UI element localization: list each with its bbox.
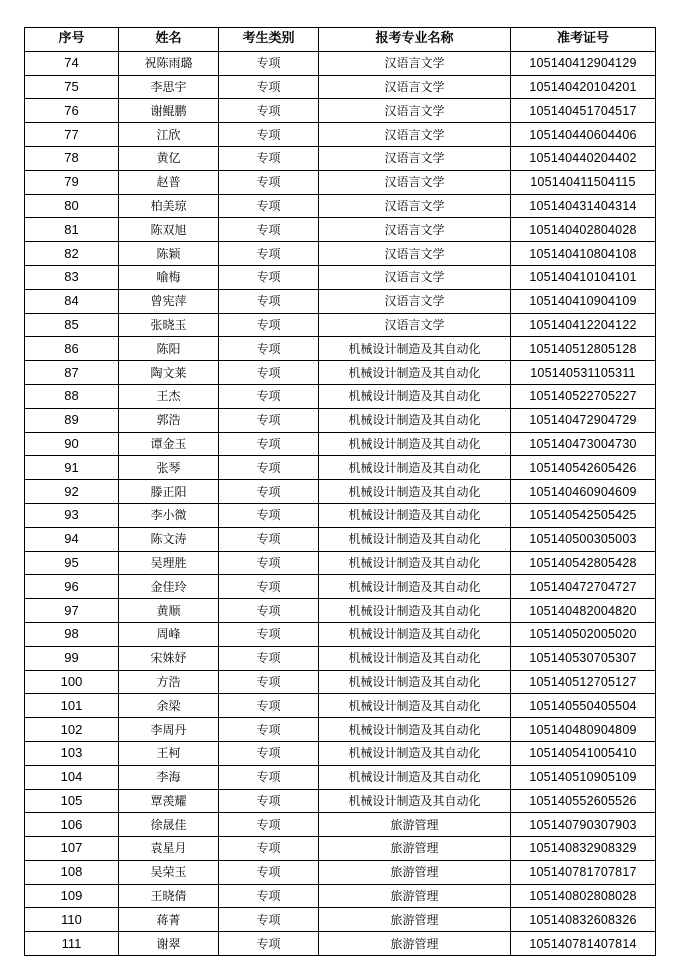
cell-exam-id: 105140460904609	[511, 480, 656, 504]
cell-exam-id: 105140410104101	[511, 265, 656, 289]
cell-exam-id: 105140412204122	[511, 313, 656, 337]
cell-major: 机械设计制造及其自动化	[319, 575, 511, 599]
cell-category: 专项	[219, 694, 319, 718]
cell-exam-id: 105140512705127	[511, 670, 656, 694]
cell-name: 李周丹	[119, 718, 219, 742]
cell-category: 专项	[219, 622, 319, 646]
cell-category: 专项	[219, 837, 319, 861]
roster-table	[24, 27, 656, 956]
cell-category: 专项	[219, 194, 319, 218]
cell-index: 78	[25, 146, 119, 170]
cell-major: 汉语言文学	[319, 99, 511, 123]
header-index: 序号	[25, 28, 119, 52]
cell-major: 汉语言文学	[319, 75, 511, 99]
cell-exam-id: 105140552605526	[511, 789, 656, 813]
cell-index: 99	[25, 646, 119, 670]
cell-category: 专项	[219, 599, 319, 623]
table-row	[25, 313, 656, 337]
cell-index: 107	[25, 837, 119, 861]
cell-exam-id: 105140541005410	[511, 741, 656, 765]
cell-major: 机械设计制造及其自动化	[319, 408, 511, 432]
cell-exam-id: 105140512805128	[511, 337, 656, 361]
cell-index: 83	[25, 265, 119, 289]
cell-major: 汉语言文学	[319, 123, 511, 147]
cell-major: 汉语言文学	[319, 313, 511, 337]
cell-name: 张琴	[119, 456, 219, 480]
cell-major: 机械设计制造及其自动化	[319, 432, 511, 456]
cell-major: 汉语言文学	[319, 242, 511, 266]
cell-name: 江欣	[119, 123, 219, 147]
cell-index: 80	[25, 194, 119, 218]
cell-index: 81	[25, 218, 119, 242]
cell-exam-id: 105140781707817	[511, 860, 656, 884]
table-row	[25, 146, 656, 170]
cell-exam-id: 105140832908329	[511, 837, 656, 861]
table-row	[25, 503, 656, 527]
cell-exam-id: 105140440604406	[511, 123, 656, 147]
cell-name: 蒋菁	[119, 908, 219, 932]
table-row	[25, 789, 656, 813]
cell-major: 机械设计制造及其自动化	[319, 599, 511, 623]
cell-exam-id: 105140510905109	[511, 765, 656, 789]
cell-category: 专项	[219, 932, 319, 956]
cell-category: 专项	[219, 289, 319, 313]
cell-major: 机械设计制造及其自动化	[319, 503, 511, 527]
cell-name: 王杰	[119, 384, 219, 408]
cell-name: 袁星月	[119, 837, 219, 861]
cell-name: 陈双旭	[119, 218, 219, 242]
cell-exam-id: 105140451704517	[511, 99, 656, 123]
cell-name: 谢鲲鹏	[119, 99, 219, 123]
cell-name: 黄顺	[119, 599, 219, 623]
cell-category: 专项	[219, 384, 319, 408]
table-row	[25, 765, 656, 789]
table-row	[25, 694, 656, 718]
table-row	[25, 408, 656, 432]
cell-category: 专项	[219, 75, 319, 99]
table-row	[25, 551, 656, 575]
cell-index: 98	[25, 622, 119, 646]
table-row	[25, 575, 656, 599]
cell-name: 吴理胜	[119, 551, 219, 575]
cell-major: 旅游管理	[319, 860, 511, 884]
cell-index: 89	[25, 408, 119, 432]
cell-major: 旅游管理	[319, 837, 511, 861]
cell-exam-id: 105140402804028	[511, 218, 656, 242]
table-row	[25, 384, 656, 408]
cell-major: 机械设计制造及其自动化	[319, 694, 511, 718]
table-row	[25, 123, 656, 147]
table-row	[25, 194, 656, 218]
cell-index: 95	[25, 551, 119, 575]
cell-category: 专项	[219, 265, 319, 289]
table-row	[25, 718, 656, 742]
cell-major: 机械设计制造及其自动化	[319, 337, 511, 361]
table-row	[25, 75, 656, 99]
cell-index: 79	[25, 170, 119, 194]
cell-exam-id: 105140530705307	[511, 646, 656, 670]
cell-category: 专项	[219, 741, 319, 765]
cell-index: 92	[25, 480, 119, 504]
cell-exam-id: 105140531105311	[511, 361, 656, 385]
cell-category: 专项	[219, 99, 319, 123]
cell-major: 机械设计制造及其自动化	[319, 456, 511, 480]
cell-name: 谭金玉	[119, 432, 219, 456]
cell-exam-id: 105140412904129	[511, 51, 656, 75]
cell-exam-id: 105140550405504	[511, 694, 656, 718]
cell-major: 旅游管理	[319, 884, 511, 908]
table-row	[25, 837, 656, 861]
cell-major: 机械设计制造及其自动化	[319, 741, 511, 765]
cell-index: 93	[25, 503, 119, 527]
table-row	[25, 51, 656, 75]
cell-exam-id: 105140472904729	[511, 408, 656, 432]
table-row	[25, 218, 656, 242]
cell-index: 101	[25, 694, 119, 718]
cell-exam-id: 105140480904809	[511, 718, 656, 742]
table-row	[25, 361, 656, 385]
table-row	[25, 289, 656, 313]
cell-exam-id: 105140420104201	[511, 75, 656, 99]
cell-category: 专项	[219, 146, 319, 170]
cell-category: 专项	[219, 670, 319, 694]
cell-name: 李思宇	[119, 75, 219, 99]
cell-name: 柏美琼	[119, 194, 219, 218]
cell-exam-id: 105140473004730	[511, 432, 656, 456]
cell-major: 机械设计制造及其自动化	[319, 646, 511, 670]
cell-name: 吴荣玉	[119, 860, 219, 884]
cell-major: 机械设计制造及其自动化	[319, 551, 511, 575]
cell-category: 专项	[219, 860, 319, 884]
table-row	[25, 170, 656, 194]
cell-name: 喻梅	[119, 265, 219, 289]
cell-index: 88	[25, 384, 119, 408]
cell-category: 专项	[219, 51, 319, 75]
table-row	[25, 860, 656, 884]
cell-name: 郭浩	[119, 408, 219, 432]
cell-index: 76	[25, 99, 119, 123]
cell-index: 106	[25, 813, 119, 837]
cell-exam-id: 105140502005020	[511, 622, 656, 646]
cell-name: 张晓玉	[119, 313, 219, 337]
table-body	[25, 51, 656, 955]
header-name: 姓名	[119, 28, 219, 52]
cell-name: 覃羡耀	[119, 789, 219, 813]
header-category: 考生类别	[219, 28, 319, 52]
cell-exam-id: 105140542505425	[511, 503, 656, 527]
cell-exam-id: 105140500305003	[511, 527, 656, 551]
cell-index: 86	[25, 337, 119, 361]
cell-name: 宋姝妤	[119, 646, 219, 670]
cell-category: 专项	[219, 646, 319, 670]
cell-major: 机械设计制造及其自动化	[319, 622, 511, 646]
cell-major: 汉语言文学	[319, 51, 511, 75]
cell-index: 90	[25, 432, 119, 456]
table-row	[25, 265, 656, 289]
table-row	[25, 337, 656, 361]
table-row	[25, 884, 656, 908]
cell-exam-id: 105140411504115	[511, 170, 656, 194]
cell-index: 75	[25, 75, 119, 99]
cell-category: 专项	[219, 480, 319, 504]
cell-major: 机械设计制造及其自动化	[319, 718, 511, 742]
cell-major: 汉语言文学	[319, 146, 511, 170]
table-row	[25, 99, 656, 123]
table-row	[25, 599, 656, 623]
cell-major: 机械设计制造及其自动化	[319, 480, 511, 504]
cell-index: 84	[25, 289, 119, 313]
cell-category: 专项	[219, 813, 319, 837]
cell-name: 王晓倩	[119, 884, 219, 908]
table-row	[25, 741, 656, 765]
cell-major: 汉语言文学	[319, 170, 511, 194]
cell-exam-id: 105140802808028	[511, 884, 656, 908]
cell-index: 97	[25, 599, 119, 623]
cell-major: 旅游管理	[319, 908, 511, 932]
cell-index: 91	[25, 456, 119, 480]
cell-name: 陈颖	[119, 242, 219, 266]
cell-name: 陶文莱	[119, 361, 219, 385]
cell-index: 108	[25, 860, 119, 884]
cell-category: 专项	[219, 884, 319, 908]
cell-category: 专项	[219, 313, 319, 337]
cell-name: 金佳玲	[119, 575, 219, 599]
cell-name: 赵普	[119, 170, 219, 194]
cell-exam-id: 105140482004820	[511, 599, 656, 623]
table-row	[25, 646, 656, 670]
table-row	[25, 670, 656, 694]
cell-category: 专项	[219, 337, 319, 361]
cell-exam-id: 105140542805428	[511, 551, 656, 575]
cell-index: 102	[25, 718, 119, 742]
cell-category: 专项	[219, 242, 319, 266]
cell-exam-id: 105140440204402	[511, 146, 656, 170]
table-row	[25, 480, 656, 504]
header-row	[25, 28, 656, 52]
cell-category: 专项	[219, 503, 319, 527]
cell-major: 汉语言文学	[319, 194, 511, 218]
cell-name: 李小微	[119, 503, 219, 527]
cell-name: 王柯	[119, 741, 219, 765]
cell-name: 徐晟佳	[119, 813, 219, 837]
cell-name: 谢翠	[119, 932, 219, 956]
cell-major: 汉语言文学	[319, 218, 511, 242]
cell-category: 专项	[219, 432, 319, 456]
cell-exam-id: 105140431404314	[511, 194, 656, 218]
cell-name: 曾宪萍	[119, 289, 219, 313]
cell-name: 李海	[119, 765, 219, 789]
cell-name: 陈阳	[119, 337, 219, 361]
cell-major: 机械设计制造及其自动化	[319, 384, 511, 408]
cell-exam-id: 105140522705227	[511, 384, 656, 408]
cell-category: 专项	[219, 361, 319, 385]
table-row	[25, 242, 656, 266]
cell-exam-id: 105140542605426	[511, 456, 656, 480]
table-row	[25, 908, 656, 932]
cell-category: 专项	[219, 408, 319, 432]
cell-category: 专项	[219, 908, 319, 932]
cell-major: 汉语言文学	[319, 265, 511, 289]
cell-name: 余梁	[119, 694, 219, 718]
cell-category: 专项	[219, 551, 319, 575]
cell-name: 黄亿	[119, 146, 219, 170]
cell-exam-id: 105140410804108	[511, 242, 656, 266]
cell-category: 专项	[219, 170, 319, 194]
cell-index: 74	[25, 51, 119, 75]
cell-name: 陈文涛	[119, 527, 219, 551]
header-major: 报考专业名称	[319, 28, 511, 52]
cell-index: 87	[25, 361, 119, 385]
cell-major: 汉语言文学	[319, 289, 511, 313]
cell-exam-id: 105140790307903	[511, 813, 656, 837]
cell-index: 96	[25, 575, 119, 599]
cell-index: 100	[25, 670, 119, 694]
cell-major: 旅游管理	[319, 932, 511, 956]
cell-major: 机械设计制造及其自动化	[319, 527, 511, 551]
table-row	[25, 622, 656, 646]
cell-index: 110	[25, 908, 119, 932]
cell-major: 机械设计制造及其自动化	[319, 361, 511, 385]
cell-major: 机械设计制造及其自动化	[319, 765, 511, 789]
cell-index: 77	[25, 123, 119, 147]
cell-index: 85	[25, 313, 119, 337]
cell-index: 111	[25, 932, 119, 956]
cell-name: 周峰	[119, 622, 219, 646]
cell-category: 专项	[219, 218, 319, 242]
cell-exam-id: 105140832608326	[511, 908, 656, 932]
header-exam-id: 准考证号	[511, 28, 656, 52]
table-row	[25, 813, 656, 837]
cell-index: 104	[25, 765, 119, 789]
cell-major: 机械设计制造及其自动化	[319, 670, 511, 694]
table-row	[25, 456, 656, 480]
table-row	[25, 432, 656, 456]
cell-category: 专项	[219, 456, 319, 480]
cell-name: 滕正阳	[119, 480, 219, 504]
cell-major: 旅游管理	[319, 813, 511, 837]
cell-exam-id: 105140781407814	[511, 932, 656, 956]
cell-name: 方浩	[119, 670, 219, 694]
cell-category: 专项	[219, 527, 319, 551]
cell-name: 祝陈雨璐	[119, 51, 219, 75]
cell-exam-id: 105140410904109	[511, 289, 656, 313]
cell-index: 105	[25, 789, 119, 813]
cell-index: 94	[25, 527, 119, 551]
table-row	[25, 932, 656, 956]
cell-category: 专项	[219, 575, 319, 599]
cell-index: 109	[25, 884, 119, 908]
table-row	[25, 527, 656, 551]
cell-category: 专项	[219, 123, 319, 147]
cell-major: 机械设计制造及其自动化	[319, 789, 511, 813]
cell-category: 专项	[219, 789, 319, 813]
cell-category: 专项	[219, 765, 319, 789]
cell-exam-id: 105140472704727	[511, 575, 656, 599]
cell-index: 103	[25, 741, 119, 765]
cell-index: 82	[25, 242, 119, 266]
cell-category: 专项	[219, 718, 319, 742]
